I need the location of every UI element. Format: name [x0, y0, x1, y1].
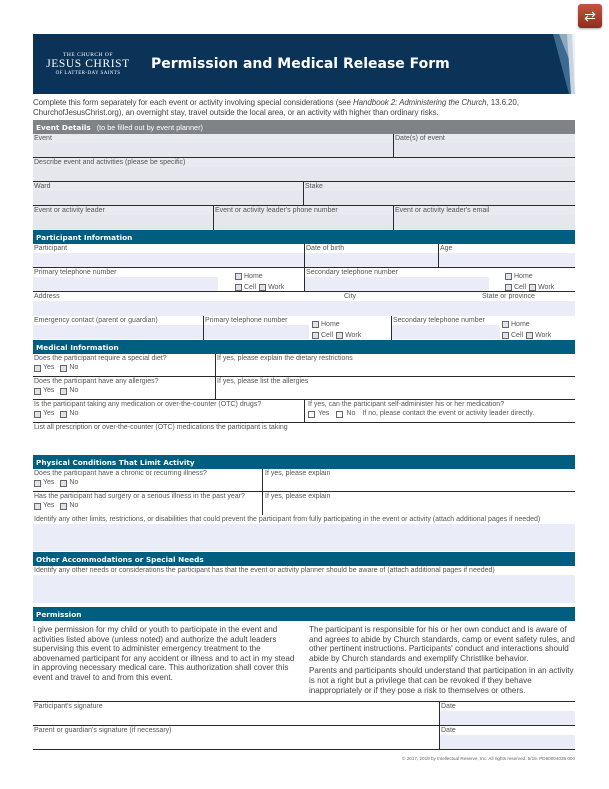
- field-label: If yes, please explain: [263, 492, 575, 501]
- section-title: Other Accommodations or Special Needs: [36, 554, 204, 564]
- home-checkbox[interactable]: [235, 272, 263, 281]
- field-label: Date: [440, 702, 575, 711]
- checkbox-label: Home: [244, 273, 263, 280]
- field-label: Parent or guardian's signature (if necessary): [33, 726, 439, 735]
- primary-phone-field[interactable]: [33, 268, 304, 291]
- section-title: Medical Information: [36, 342, 119, 352]
- cell-checkbox[interactable]: [502, 331, 523, 340]
- phone-type-group: [235, 272, 287, 294]
- checkbox-icon: [502, 332, 509, 339]
- checkbox-label: Work: [535, 332, 552, 339]
- copyright-footer: © 2017, 2019 by Intellectual Reserve, Inc. All rights reserved. 5/19. PD60004035 000: [402, 756, 575, 762]
- checkbox-label: Cell: [511, 332, 524, 339]
- medication-question: [33, 400, 304, 422]
- section-title: Event Details: [36, 122, 91, 132]
- checkbox-label: Work: [268, 284, 285, 291]
- field-label: Participant's signature: [33, 702, 439, 711]
- leader-email-field[interactable]: [393, 206, 575, 230]
- checkbox-icon: [505, 284, 512, 291]
- checkbox-icon: [336, 332, 343, 339]
- banner-corner-decoration: [545, 34, 575, 94]
- surgery-explain-field[interactable]: [262, 492, 575, 515]
- section-title: Physical Conditions That Limit Activity: [36, 457, 195, 467]
- diet-question: [33, 354, 215, 376]
- field-label: Stake: [304, 182, 575, 191]
- question-label: Does the participant require a special diet?: [33, 354, 215, 363]
- intro-text: [33, 98, 575, 118]
- field-label: Secondary telephone number: [392, 316, 575, 325]
- work-checkbox[interactable]: [529, 283, 554, 292]
- self-admin-no-checkbox[interactable]: [336, 409, 355, 419]
- dob-field[interactable]: [304, 244, 438, 267]
- field-label: Date of birth: [305, 244, 438, 253]
- chronic-no-checkbox[interactable]: [60, 478, 78, 488]
- checkbox-label: No: [346, 410, 356, 417]
- field-label: Event or activity leader's phone number: [214, 206, 393, 215]
- self-admin-note: If no, please contact the event or activity leader directly.: [362, 410, 535, 417]
- field-label: Age: [439, 244, 575, 253]
- field-label: Secondary telephone number: [305, 268, 575, 277]
- work-checkbox[interactable]: [526, 331, 551, 340]
- participant-signature-field[interactable]: [33, 702, 439, 725]
- field-label: If yes, please list the allergies: [216, 377, 575, 386]
- section-accommodations: [33, 552, 575, 566]
- stake-field[interactable]: [303, 182, 575, 205]
- checkbox-icon: [529, 284, 536, 291]
- cell-checkbox[interactable]: [505, 283, 526, 292]
- event-dates-field[interactable]: [393, 134, 575, 157]
- field-label: Event or activity leader: [33, 206, 213, 215]
- checkbox-icon: [502, 321, 509, 328]
- checkbox-icon: [259, 284, 266, 291]
- checkbox-icon: [235, 273, 242, 280]
- emergency-secondary-phone-field[interactable]: [391, 316, 575, 340]
- age-field[interactable]: [438, 244, 575, 267]
- section-permission: [33, 607, 575, 621]
- church-logo: [33, 52, 143, 76]
- checkbox-label: Yes: [43, 364, 55, 371]
- permission-left-text: I give permission for my child or youth to participate in the event and activities listed above (unless noted) and authorize the adult leaders supervising this event to administer emergency treatment to the abovenamed participant for any accident or illness and to act in my stead in approving necessary medical care. This authorization shall cover this event and travel to and from this event.: [33, 625, 295, 682]
- checkbox-icon: [235, 284, 242, 291]
- checkbox-label: Yes: [43, 502, 55, 509]
- field-label: Event: [33, 134, 393, 143]
- checkbox-icon: [312, 321, 319, 328]
- diet-explain-field[interactable]: [215, 354, 575, 376]
- field-label: If yes, please explain: [263, 469, 575, 478]
- leader-field[interactable]: [33, 206, 213, 230]
- medication-list-field[interactable]: [33, 423, 575, 455]
- checkbox-label: No: [69, 387, 79, 394]
- convert-icon[interactable]: ⇄: [578, 4, 602, 28]
- field-label: Identify any other needs or considerations the participant has that the event or activity planner should be aware of (attach additional pages if needed): [33, 566, 575, 575]
- field-label: List all prescription or over-the-counter (OTC) medications the participant is taking: [33, 423, 575, 432]
- home-checkbox[interactable]: [505, 272, 533, 281]
- work-checkbox[interactable]: [336, 331, 361, 340]
- medication-yes-checkbox[interactable]: [34, 409, 54, 419]
- section-event-details: [33, 120, 575, 134]
- checkbox-label: Work: [538, 284, 555, 291]
- checkbox-label: No: [69, 502, 79, 509]
- intro-part-1: Complete this form separately for each event or activity involving special considerations (see: [33, 98, 353, 107]
- surgery-question: [33, 492, 262, 515]
- diet-yes-checkbox[interactable]: [34, 363, 54, 373]
- field-label: Identify any other limits, restrictions, or disabilities that could prevent the participant from fully participating in the event or activity (attach additional pages if needed): [33, 515, 575, 524]
- other-limits-field[interactable]: [33, 515, 575, 552]
- chronic-question: [33, 469, 262, 491]
- participant-date-field[interactable]: [439, 702, 575, 725]
- logo-line-2: JESUS CHRIST: [46, 58, 130, 70]
- checkbox-icon: [308, 411, 315, 418]
- checkbox-label: Cell: [244, 284, 257, 291]
- checkbox-icon: [34, 365, 41, 372]
- work-checkbox[interactable]: [259, 283, 284, 292]
- checkbox-icon: [60, 480, 67, 487]
- checkbox-icon: [34, 411, 41, 418]
- chronic-explain-field[interactable]: [262, 469, 575, 491]
- accommodations-field[interactable]: [33, 566, 575, 607]
- header-banner: [33, 34, 575, 94]
- guardian-date-field[interactable]: [439, 726, 575, 749]
- checkbox-icon: [60, 503, 67, 510]
- form-page: [33, 34, 575, 761]
- home-checkbox[interactable]: [312, 320, 340, 329]
- cell-checkbox[interactable]: [235, 283, 256, 292]
- self-administer-question: [304, 400, 575, 422]
- permission-right-text-1: The participant is responsible for his or her own conduct and is aware of and agrees to abide by Church standards, camp or event safety rules, and other pertinent instructions. Participants' conduct and interactions should abide by Church standards and exemplify Christlike behavior.: [309, 625, 575, 663]
- address-field[interactable]: [33, 292, 575, 315]
- question-label: Has the participant had surgery or a serious illness in the past year?: [33, 492, 262, 501]
- field-label: Emergency contact (parent or guardian): [33, 316, 203, 325]
- permission-right-text-2: Parents and participants should understand that participation in an activity is not a right but a privilege that can be revoked if they behave inappropriately or if they pose a risk to themselves or others.: [309, 666, 574, 695]
- intro-part-2: 13.6.20, ChurchofJesusChrist.org), an overnight stay, travel outside the local area, or an activity with higher than ordinary risks.: [33, 98, 519, 117]
- medication-no-checkbox[interactable]: [60, 409, 78, 419]
- logo-line-1: THE CHURCH OF: [63, 52, 113, 58]
- checkbox-label: Home: [514, 273, 533, 280]
- checkbox-icon: [60, 388, 67, 395]
- checkbox-label: Home: [511, 321, 530, 328]
- checkbox-label: No: [69, 410, 79, 417]
- event-field[interactable]: [33, 134, 393, 157]
- field-label: Date: [440, 726, 575, 735]
- address-label: Address: [34, 293, 60, 300]
- event-description-field[interactable]: [33, 158, 575, 181]
- field-label: Participant: [33, 244, 304, 253]
- question-label: Does the participant have any allergies?: [33, 377, 215, 386]
- secondary-phone-field[interactable]: [304, 268, 575, 291]
- leader-phone-field[interactable]: [213, 206, 393, 230]
- permission-statement: [33, 621, 575, 695]
- field-label: Ward: [33, 182, 303, 191]
- allergy-question: [33, 377, 215, 399]
- checkbox-label: Cell: [321, 332, 334, 339]
- allergy-list-field[interactable]: [215, 377, 575, 399]
- checkbox-label: Home: [321, 321, 340, 328]
- phone-type-group: [312, 320, 364, 342]
- emergency-contact-field[interactable]: [33, 316, 203, 340]
- home-checkbox[interactable]: [502, 320, 530, 329]
- chronic-yes-checkbox[interactable]: [34, 478, 54, 488]
- checkbox-label: Yes: [43, 387, 55, 394]
- field-label: Describe event and activities (please be specific): [33, 158, 575, 167]
- checkbox-label: Yes: [43, 479, 55, 486]
- checkbox-icon: [60, 365, 67, 372]
- question-label: Does the participant have a chronic or recurring illness?: [33, 469, 262, 478]
- checkbox-icon: [526, 332, 533, 339]
- checkbox-icon: [505, 273, 512, 280]
- field-label: Date(s) of event: [394, 134, 575, 143]
- section-subtitle: (to be filled out by event planner): [96, 122, 203, 132]
- section-physical-conditions: [33, 455, 575, 469]
- checkbox-icon: [34, 503, 41, 510]
- checkbox-icon: [336, 411, 343, 418]
- checkbox-label: No: [69, 479, 79, 486]
- checkbox-label: No: [69, 364, 79, 371]
- checkbox-label: Work: [345, 332, 362, 339]
- handbook-reference: Handbook 2: Administering the Church,: [353, 98, 489, 107]
- checkbox-label: Yes: [318, 410, 330, 417]
- cell-checkbox[interactable]: [312, 331, 333, 340]
- allergy-yes-checkbox[interactable]: [34, 386, 54, 396]
- section-title: Participant Information: [36, 232, 133, 242]
- checkbox-label: Cell: [514, 284, 527, 291]
- checkbox-icon: [60, 411, 67, 418]
- section-title: Permission: [36, 609, 82, 619]
- surgery-yes-checkbox[interactable]: [34, 501, 54, 511]
- question-label: Is the participant taking any medication or over-the-counter (OTC) drugs?: [33, 400, 304, 409]
- field-label: Primary telephone number: [33, 268, 304, 277]
- allergy-no-checkbox[interactable]: [60, 386, 78, 396]
- phone-type-group: [505, 272, 557, 294]
- section-participant: [33, 230, 575, 244]
- emergency-primary-phone-field[interactable]: [203, 316, 391, 340]
- address-labels: [33, 292, 575, 301]
- field-label: Event or activity leader's email: [394, 206, 575, 215]
- self-admin-yes-checkbox[interactable]: [308, 409, 329, 419]
- checkbox-label: Yes: [43, 410, 55, 417]
- section-medical: [33, 340, 575, 354]
- checkbox-icon: [34, 480, 41, 487]
- form-title: Permission and Medical Release Form: [151, 56, 450, 72]
- field-label: If yes, please explain the dietary restrictions: [216, 354, 575, 363]
- logo-line-3: OF LATTER-DAY SAINTS: [55, 71, 121, 76]
- question-label: If yes, can the participant self-administer his or her medication?: [305, 400, 575, 409]
- checkbox-icon: [312, 332, 319, 339]
- ward-field[interactable]: [33, 182, 303, 205]
- phone-type-group: [502, 320, 554, 342]
- state-label: State or province: [482, 293, 535, 300]
- surgery-no-checkbox[interactable]: [60, 501, 78, 511]
- field-label: Primary telephone number: [204, 316, 391, 325]
- city-label: City: [344, 293, 357, 300]
- checkbox-icon: [34, 388, 41, 395]
- diet-no-checkbox[interactable]: [60, 363, 78, 373]
- participant-name-field[interactable]: [33, 244, 304, 267]
- guardian-signature-field[interactable]: [33, 726, 439, 749]
